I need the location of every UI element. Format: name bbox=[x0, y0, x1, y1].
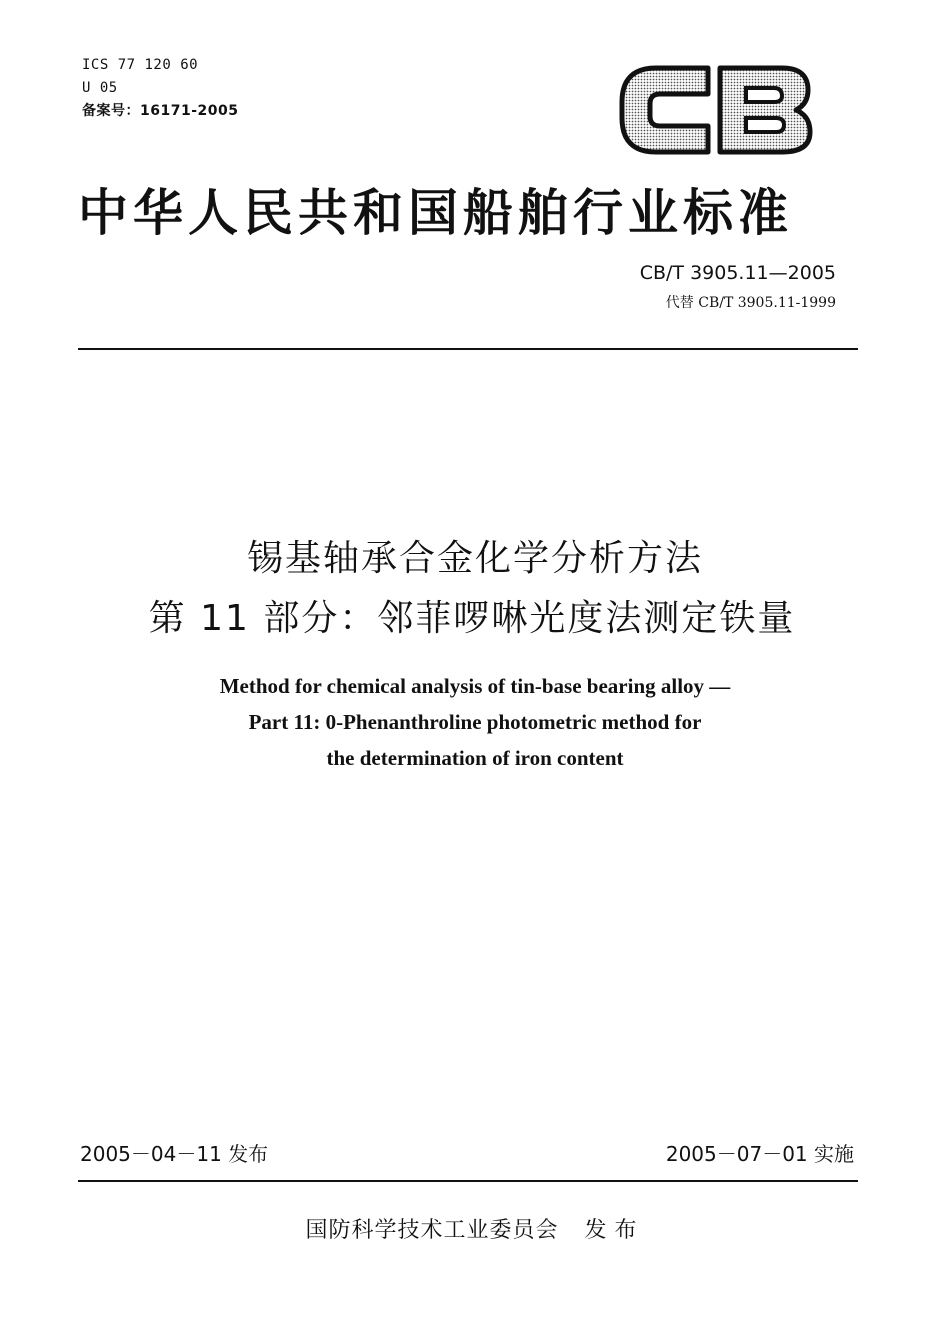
title-en-line2: Part 11: 0-Phenanthroline photometric method for bbox=[248, 710, 702, 734]
publisher-action: 发布 bbox=[584, 1218, 645, 1243]
filing-number: 备案号：16171-2005 bbox=[82, 103, 239, 119]
title-en-line1: Method for chemical analysis of tin-base bearing alloy — bbox=[219, 674, 731, 698]
publisher bbox=[0, 1213, 950, 1244]
ics-code: ICS 77 120 60 bbox=[82, 57, 199, 73]
title-cn-line2: 第 11 部分：邻菲啰啉光度法测定铁量 bbox=[148, 598, 796, 639]
issue-date: 2005－04－11 发布 bbox=[80, 1142, 269, 1166]
footer-divider bbox=[78, 1180, 858, 1182]
replaces-standard: 代替 CB/T 3905.11-1999 bbox=[665, 295, 836, 311]
header-divider bbox=[78, 348, 858, 350]
cb-logo-icon bbox=[616, 60, 816, 160]
class-code: U 05 bbox=[82, 80, 118, 96]
main-title: 中华人民共和国船舶行业标准 bbox=[78, 184, 793, 242]
effective-date: 2005－07－01 实施 bbox=[665, 1142, 854, 1166]
standard-number: CB/T 3905.11—2005 bbox=[639, 262, 836, 284]
title-en-line3: the determination of iron content bbox=[326, 746, 624, 770]
title-cn-line1: 锡基轴承合金化学分析方法 bbox=[246, 538, 703, 579]
publisher-name: 国防科学技术工业委员会 bbox=[305, 1218, 559, 1243]
classification-codes bbox=[82, 54, 238, 123]
